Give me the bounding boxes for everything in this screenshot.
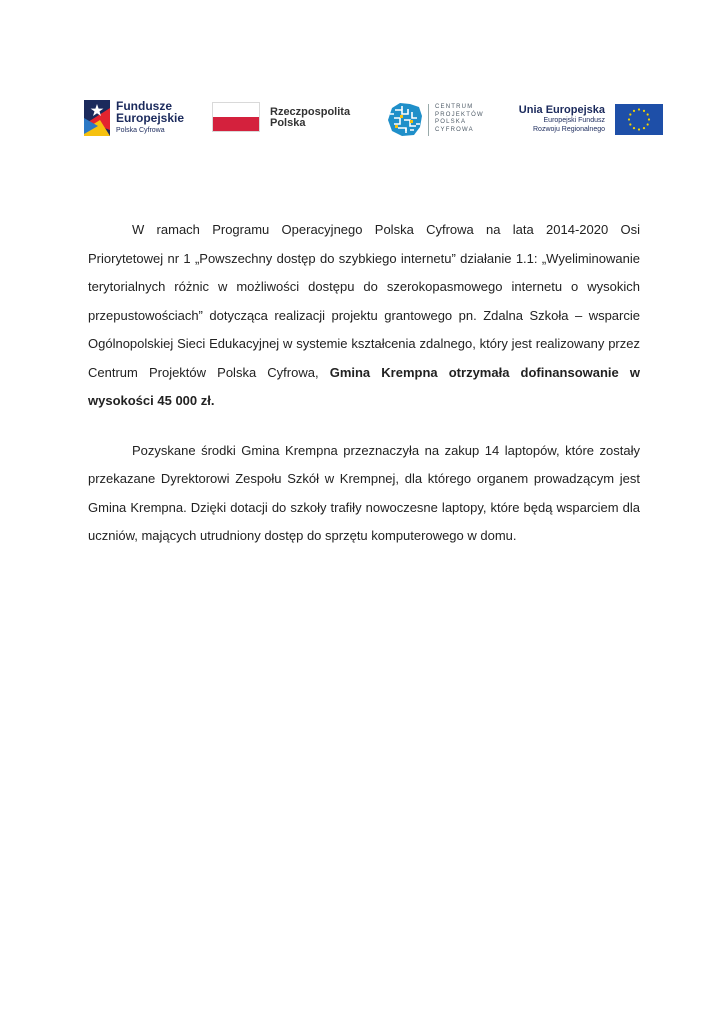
rp-line2: Polska <box>270 117 306 129</box>
cppc-separator <box>428 104 429 136</box>
paragraph-1-bold: Gmina Krempna otrzymała dofinansowanie w wysokości 45 000 zł. <box>88 364 640 408</box>
eu-star <box>633 110 635 112</box>
polish-flag-icon <box>212 102 260 132</box>
eu-star <box>647 123 649 125</box>
fe-line1: Fundusze <box>116 99 172 113</box>
logo-fundusze-europejskie <box>84 100 194 136</box>
eu-stars-icon <box>615 104 663 135</box>
cppc-line1: CENTRUM <box>435 104 474 110</box>
eu-star <box>647 113 649 115</box>
eu-flag-icon <box>615 104 663 135</box>
eu-star <box>643 110 645 112</box>
eu-star <box>643 127 645 129</box>
fe-line3: Polska Cyfrowa <box>116 127 165 134</box>
ue-line1: Unia Europejska <box>518 104 605 116</box>
eu-star <box>633 127 635 129</box>
paragraph-2: Pozyskane środki Gmina Krempna przeznaczyła na zakup 14 laptopów, które zostały przekazane Dyrektorowi Zespołu Szkół w Krempnej, dla którego organem prowadzącym jest Gmina Krempna. Dzięki dotacji do szkoły trafiły nowoczesne laptopy, które będą wsparciem dla uczniów, mających utrudniony dostęp do sprzętu komputerowego w domu. <box>88 442 640 543</box>
rp-line1: Rzeczpospolita <box>270 106 351 118</box>
paragraph-1-text: W ramach Programu Operacyjnego Polska Cyfrowa na lata 2014-2020 Osi Priorytetowej nr 1 „Powszechny dostęp do szybkiego internetu” działanie 1.1: „Wyeliminowanie terytorialnych różnic w możliwości dostępu do szerokopasmowego internetu o wysokich przepustowościach” dotycząca realizacji projektu grantowego pn. Zdalna Szkoła – wsparcie Ogólnopolskiej Sieci Edukacyjnej w systemie kształcenia zdalnego, który jest realizowany przez Centrum Projektów Polska Cyfrowa, <box>88 222 640 380</box>
cppc-line4: CYFROWA <box>435 126 474 133</box>
eu-star <box>628 118 630 120</box>
cppc-line2: PROJEKTÓW <box>435 111 484 118</box>
eu-star <box>648 118 650 120</box>
ue-line2: Europejski Fundusz <box>543 117 605 124</box>
logo-centrum-projektow <box>386 100 496 140</box>
eu-star <box>638 108 640 110</box>
cppc-line3: POLSKA <box>435 119 467 125</box>
logo-rzeczpospolita-polska <box>212 102 362 134</box>
paragraph-1 <box>88 216 640 416</box>
ue-line3: Rozwoju Regionalnego <box>533 126 605 133</box>
document-body <box>88 216 640 551</box>
eu-star <box>629 113 631 115</box>
eu-star <box>629 123 631 125</box>
cppc-map-icon <box>386 100 424 138</box>
eu-star <box>638 128 640 130</box>
fe-star-icon <box>84 100 110 136</box>
fe-line2: Europejskie <box>116 111 185 125</box>
logo-strip <box>0 96 724 146</box>
logo-unia-europejska <box>513 104 663 140</box>
